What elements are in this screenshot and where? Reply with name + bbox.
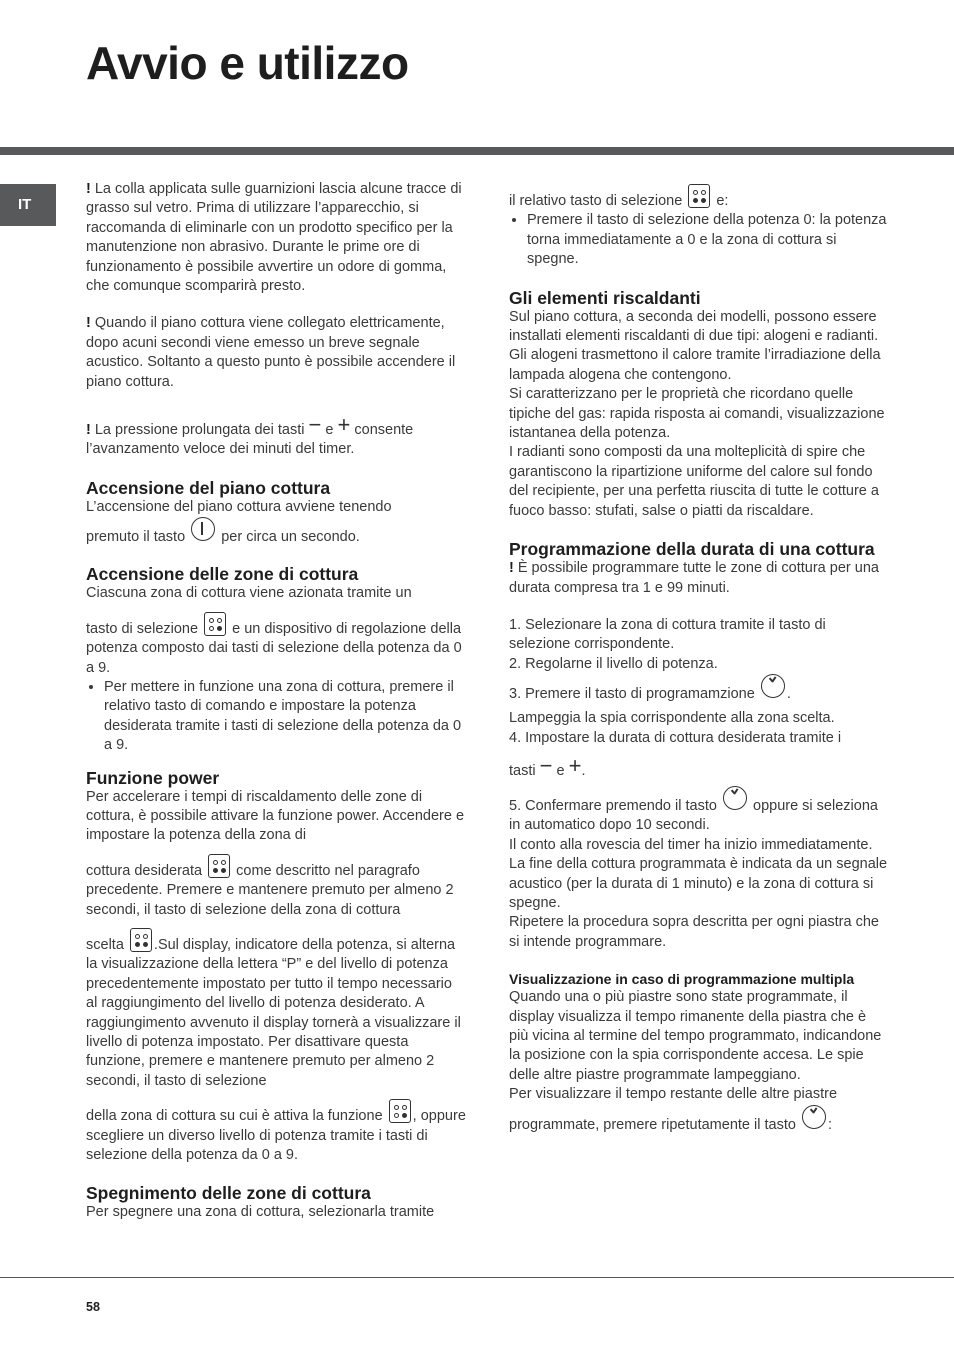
left-column xyxy=(86,180,466,1223)
zone-select-icon xyxy=(688,184,710,208)
list-item: • Premere il tasto di selezione della potenza 0: la potenza torna immediatamente a 0 e la zona di cottura si spegne. xyxy=(527,211,889,269)
section-text: Il conto alla rovescia del timer ha inizio immediatamente. La fine della cottura programmata è indicata da un segnale acustico (per la durata di 1 minuto) e la zona di cottura si spegne. xyxy=(509,836,888,911)
note-programming: ! È possibile programmare tutte le zone di cottura per una durata compresa tra 1 e 99 minuti. xyxy=(509,560,879,596)
page-title: Avvio e utilizzo xyxy=(86,37,409,89)
note-power-on: ! Quando il piano cottura viene collegato elettricamente, dopo acuni secondi viene emesso un breve segnale acustico. Soltanto a questo punto è possibile accendere il piano cottura. xyxy=(86,315,456,390)
section-title-heating-elements: Gli elementi riscaldanti xyxy=(509,287,701,308)
note-timer-keys: ! La pressione prolungata dei tasti − e + consente l’avanzamento veloce dei minuti del timer. xyxy=(86,412,414,458)
plus-icon: + xyxy=(568,752,582,778)
bullet-list xyxy=(509,211,889,269)
zone-select-icon xyxy=(204,612,226,636)
section-text: Gli alogeni trasmettono il calore tramite l’irradiazione della lampada alogena che contengono. xyxy=(509,347,881,383)
section-title-hob-on: Accensione del piano cottura xyxy=(86,477,331,498)
section-text: I radianti sono composti da una molteplicità di spire che garantiscono la ripartizione uniforme del calore sul fondo del recipiente, per una perfetta riuscita di tutte le cotture a fuoco basso: stufati, salse o piatti da riscaldare. xyxy=(509,444,879,519)
section-title-zones-off: Spegnimento delle zone di cottura xyxy=(86,1183,371,1204)
timer-icon xyxy=(802,1105,826,1129)
step-4: 4. Impostare la durata di cottura desiderata tramite i xyxy=(509,729,842,746)
subsection-title-multiple: Visualizzazione in caso di programmazione multipla xyxy=(509,971,855,988)
section-text: scelta .Sul display, indicatore della potenza, si alterna la visualizzazione della lettera “P” e del livello di potenza precedentemente impostato per tutto il tempo necessario al raggiungimento del livello di potenza desiderato. A raggiungimento avvenuto il display tornerà a visualizzare il livello di potenza impostato. Per disattivare questa funzione, premere e mantenere premuto per almeno 2 secondi, il tasto di selezione xyxy=(86,928,466,1091)
section-text: cottura desiderata come descritto nel paragrafo precedente. Premere e mantenere premuto per almeno 2 secondi, il tasto di selezione della zona di cottura xyxy=(86,854,466,920)
section-text: Per spegnere una zona di cottura, selezionarla tramite xyxy=(86,1204,435,1221)
step-4-keys: tasti − e +. xyxy=(509,752,586,779)
list-item: • Per mettere in funzione una zona di cottura, premere il relativo tasto di comando e impostare la potenza desiderata tramite i tasti di selezione della potenza da 0 a 9. xyxy=(104,678,466,756)
section-text: Per visualizzare il tempo restante delle altre piastre xyxy=(509,1086,838,1103)
section-text: Ripetere la procedura sopra descritta per ogni piastra che si intende programmare. xyxy=(509,914,879,950)
timer-icon xyxy=(723,786,747,810)
zone-select-icon xyxy=(130,928,152,952)
bullet-list xyxy=(86,678,466,756)
section-text: il relativo tasto di selezione e: xyxy=(509,184,889,211)
section-text: Si caratterizzano per le proprietà che ricordano quelle tipiche del gas: rapida risposta ai comandi, visualizzazione istantanea della potenza. xyxy=(509,386,885,442)
header-bar xyxy=(0,147,954,155)
step-5: 5. Confermare premendo il tasto oppure si seleziona in automatico dopo 10 secondi. xyxy=(509,786,889,836)
footer-divider xyxy=(0,1277,954,1278)
page-number: 58 xyxy=(86,1300,100,1314)
step-1: 1. Selezionare la zona di cottura tramite il tasto di selezione corrispondente. xyxy=(509,616,826,653)
minus-icon: − xyxy=(539,752,553,778)
zone-select-icon xyxy=(208,854,230,878)
section-text: tasto di selezione e un dispositivo di regolazione della potenza composto dai tasti di selezione della potenza da 0 a 9. xyxy=(86,612,466,678)
section-title-power: Funzione power xyxy=(86,767,220,788)
section-text: della zona di cottura su cui è attiva la funzione , oppure scegliere un diverso livello di potenza tramite i tasti di selezione della potenza da 0 a 9. xyxy=(86,1099,466,1165)
timer-icon xyxy=(761,674,785,698)
step-2: 2. Regolarne il livello di potenza. xyxy=(509,655,718,672)
section-text: Ciascuna zona di cottura viene azionata tramite un xyxy=(86,585,412,602)
section-text: Sul piano cottura, a seconda dei modelli, possono essere installati elementi riscaldanti di due tipi: alogeni e radianti. xyxy=(509,308,879,345)
section-text: premuto il tasto per circa un secondo. xyxy=(86,517,466,552)
plus-icon: + xyxy=(337,412,351,438)
power-icon xyxy=(191,517,215,541)
section-title-zones-on: Accensione delle zone di cottura xyxy=(86,564,359,585)
note-glue: ! La colla applicata sulle guarnizioni lascia alcune tracce di grasso sul vetro. Prima di utilizzare l’apparecchio, si raccomanda di eliminarle con un prodotto specifico per la manutenzione non abrasivo. Durante le prime ore di funzionamento è possibile avvertire un odore di gomma, che comunque scomparirà presto. xyxy=(86,181,462,295)
zone-select-icon xyxy=(389,1099,411,1123)
section-text: L’accensione del piano cottura avviene tenendo xyxy=(86,498,392,515)
section-text: programmate, premere ripetutamente il tasto : xyxy=(509,1105,889,1140)
section-text: Quando una o più piastre sono state programmate, il display visualizza il tempo rimanente della piastra che è più vicina al termine del tempo programmato, indicandone la posizione con la spia corrispondente accesa. Le spie delle altre piastre programmate lampeggiano. xyxy=(509,989,882,1083)
right-column xyxy=(509,180,889,1140)
language-tab: IT xyxy=(0,184,56,226)
section-text: Per accelerare i tempi di riscaldamento delle zone di cottura, è possibile attivare la funzione power. Accendere e impostare la potenza della zona di xyxy=(86,788,465,844)
step-3-note: Lampeggia la spia corrispondente alla zona scelta. xyxy=(509,710,835,727)
minus-icon: − xyxy=(308,412,322,438)
section-title-programming: Programmazione della durata di una cottura xyxy=(509,539,875,560)
step-3: 3. Premere il tasto di programamzione . xyxy=(509,674,889,709)
